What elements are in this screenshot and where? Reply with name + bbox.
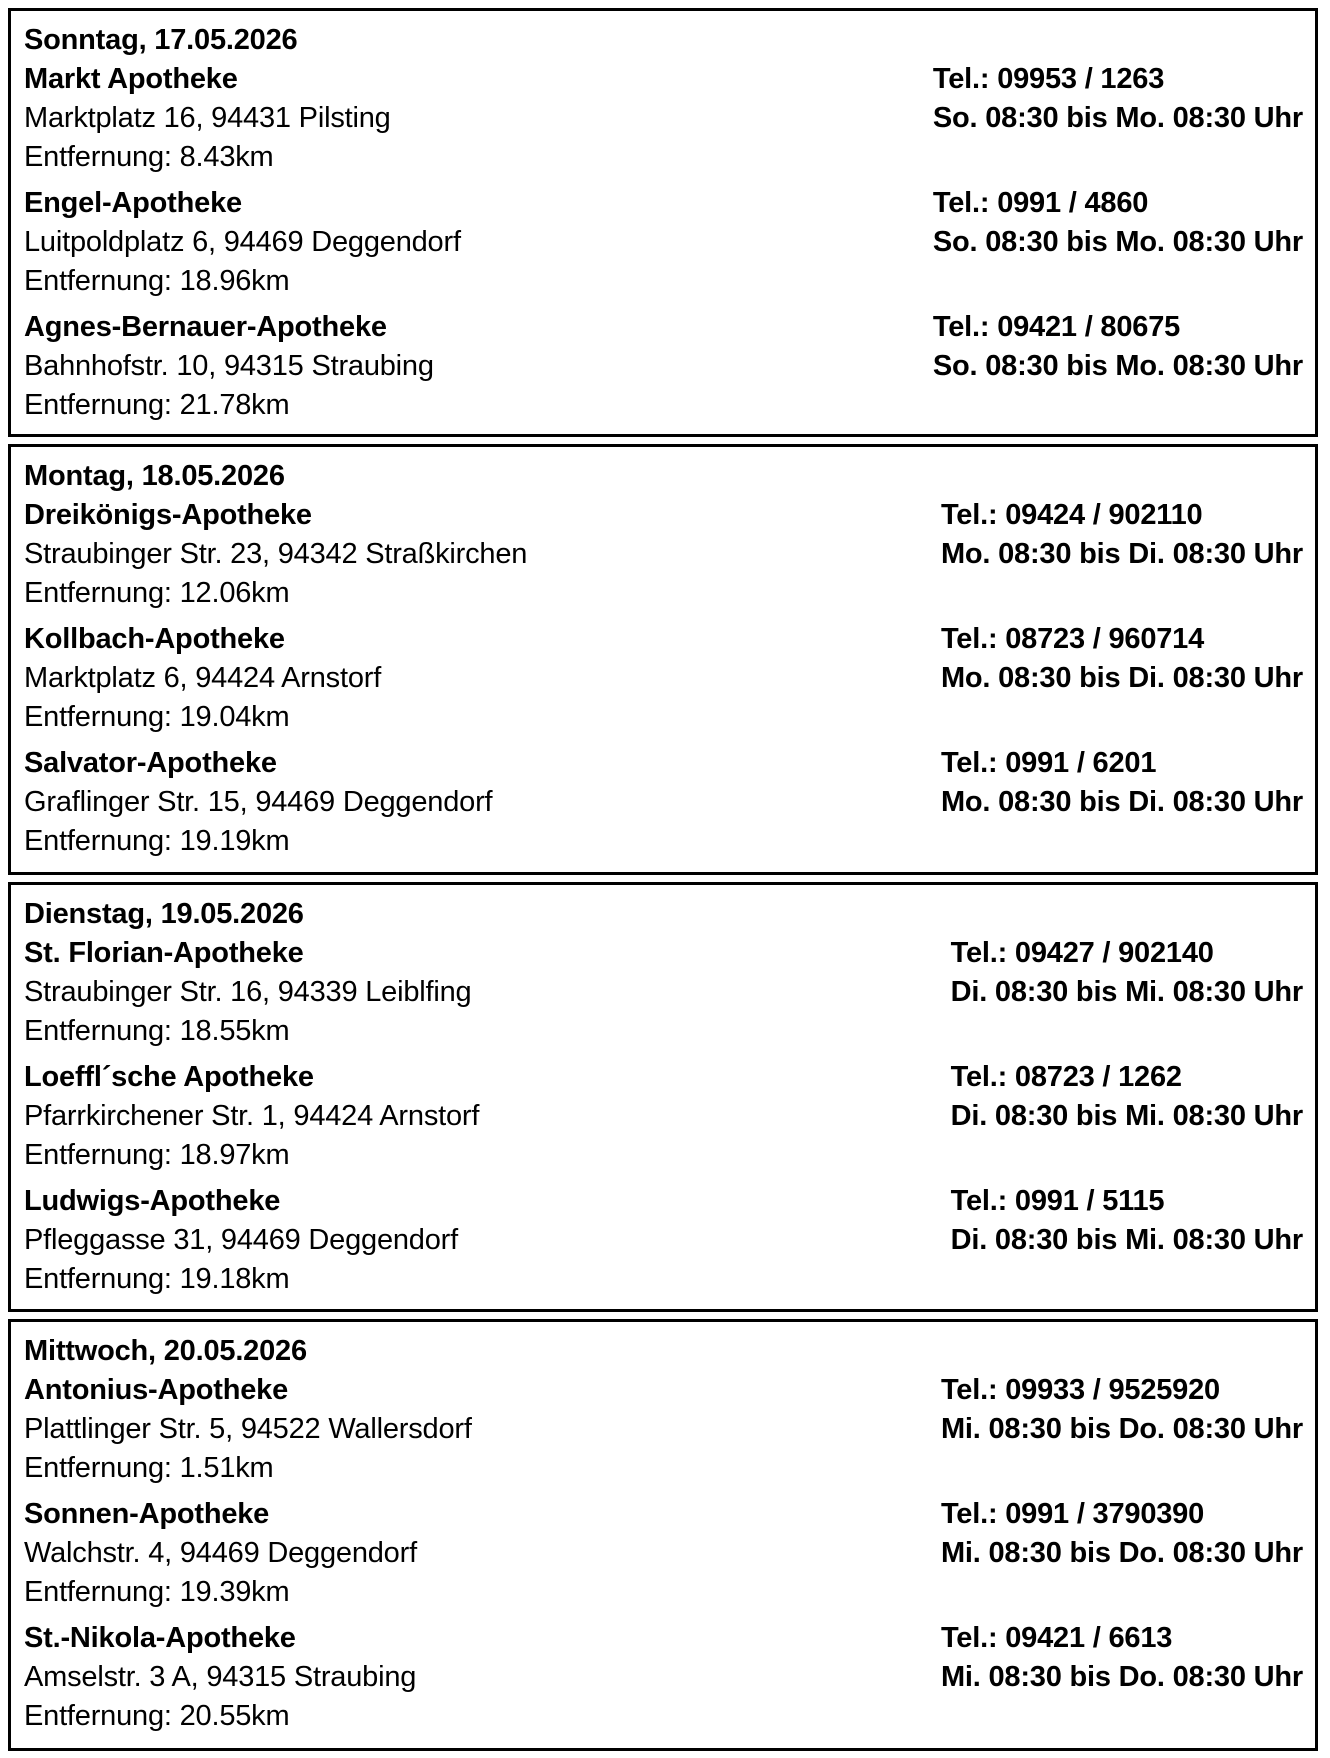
- pharmacy-entry: [24, 620, 1303, 744]
- pharmacy-entry: [24, 1182, 1303, 1306]
- pharmacy-hours: Mo. 08:30 bis Di. 08:30 Uhr: [940, 662, 1303, 694]
- pharmacy-phone: Tel.: 0991 / 5115: [950, 1185, 1165, 1217]
- pharmacy-address: Bahnhofstr. 10, 94315 Straubing: [24, 350, 434, 382]
- pharmacy-distance: Entfernung: 8.43km: [24, 141, 274, 173]
- pharmacy-phone: Tel.: 09421 / 80675: [932, 311, 1181, 343]
- pharmacy-address: Amselstr. 3 A, 94315 Straubing: [24, 1661, 417, 1693]
- pharmacy-address: Pfarrkirchener Str. 1, 94424 Arnstorf: [24, 1100, 480, 1132]
- day-title: Mittwoch, 20.05.2026: [24, 1335, 307, 1367]
- pharmacy-entry: [24, 184, 1303, 308]
- pharmacy-phone: Tel.: 09424 / 902110: [940, 499, 1203, 531]
- pharmacy-address: Plattlinger Str. 5, 94522 Wallersdorf: [24, 1413, 472, 1445]
- pharmacy-phone: Tel.: 0991 / 4860: [932, 187, 1149, 219]
- pharmacy-hours: Mo. 08:30 bis Di. 08:30 Uhr: [940, 538, 1303, 570]
- pharmacy-phone: Tel.: 08723 / 1262: [950, 1061, 1182, 1093]
- pharmacy-distance: Entfernung: 19.18km: [24, 1263, 290, 1295]
- pharmacy-name: St.-Nikola-Apotheke: [24, 1622, 296, 1654]
- day-title: Dienstag, 19.05.2026: [24, 898, 304, 930]
- pharmacy-name: Engel-Apotheke: [24, 187, 242, 219]
- pharmacy-hours: Di. 08:30 bis Mi. 08:30 Uhr: [950, 1224, 1303, 1256]
- pharmacy-distance: Entfernung: 18.96km: [24, 265, 290, 297]
- day-section-mittwoch: [8, 1319, 1318, 1751]
- pharmacy-name: St. Florian-Apotheke: [24, 937, 304, 969]
- pharmacy-name: Dreikönigs-Apotheke: [24, 499, 312, 531]
- pharmacy-distance: Entfernung: 19.19km: [24, 825, 290, 857]
- pharmacy-name: Kollbach-Apotheke: [24, 623, 285, 655]
- pharmacy-name: Loeffl´sche Apotheke: [24, 1061, 314, 1093]
- pharmacy-name: Markt Apotheke: [24, 63, 238, 95]
- pharmacy-hours: Mi. 08:30 bis Do. 08:30 Uhr: [940, 1661, 1303, 1693]
- pharmacy-phone: Tel.: 0991 / 6201: [940, 747, 1157, 779]
- day-title: Montag, 18.05.2026: [24, 460, 285, 492]
- pharmacy-hours: Mi. 08:30 bis Do. 08:30 Uhr: [940, 1537, 1303, 1569]
- day-section-dienstag: [8, 882, 1318, 1312]
- pharmacy-name: Antonius-Apotheke: [24, 1374, 289, 1406]
- pharmacy-hours: Di. 08:30 bis Mi. 08:30 Uhr: [950, 1100, 1303, 1132]
- pharmacy-entry: [24, 60, 1303, 184]
- pharmacy-phone: Tel.: 0991 / 3790390: [940, 1498, 1205, 1530]
- pharmacy-entry: [24, 744, 1303, 868]
- pharmacy-name: Agnes-Bernauer-Apotheke: [24, 311, 387, 343]
- pharmacy-distance: Entfernung: 12.06km: [24, 577, 290, 609]
- pharmacy-phone: Tel.: 09427 / 902140: [950, 937, 1214, 969]
- pharmacy-address: Pfleggasse 31, 94469 Deggendorf: [24, 1224, 458, 1256]
- pharmacy-name: Salvator-Apotheke: [24, 747, 277, 779]
- pharmacy-entry: [24, 1619, 1303, 1743]
- pharmacy-address: Marktplatz 16, 94431 Pilsting: [24, 102, 391, 134]
- pharmacy-address: Luitpoldplatz 6, 94469 Deggendorf: [24, 226, 461, 258]
- pharmacy-entry: [24, 496, 1303, 620]
- pharmacy-distance: Entfernung: 21.78km: [24, 389, 290, 421]
- pharmacy-phone: Tel.: 09421 / 6613: [940, 1622, 1173, 1654]
- pharmacy-address: Walchstr. 4, 94469 Deggendorf: [24, 1537, 417, 1569]
- pharmacy-address: Marktplatz 6, 94424 Arnstorf: [24, 662, 382, 694]
- pharmacy-distance: Entfernung: 20.55km: [24, 1700, 290, 1732]
- day-title: Sonntag, 17.05.2026: [24, 24, 298, 56]
- day-section-montag: [8, 444, 1318, 875]
- pharmacy-name: Ludwigs-Apotheke: [24, 1185, 281, 1217]
- pharmacy-entry: [24, 308, 1303, 432]
- pharmacy-name: Sonnen-Apotheke: [24, 1498, 270, 1530]
- pharmacy-hours: Mo. 08:30 bis Di. 08:30 Uhr: [940, 786, 1303, 818]
- pharmacy-address: Straubinger Str. 16, 94339 Leiblfing: [24, 976, 472, 1008]
- pharmacy-distance: Entfernung: 1.51km: [24, 1452, 274, 1484]
- pharmacy-distance: Entfernung: 18.97km: [24, 1139, 290, 1171]
- pharmacy-hours: Di. 08:30 bis Mi. 08:30 Uhr: [950, 976, 1303, 1008]
- pharmacy-address: Straubinger Str. 23, 94342 Straßkirchen: [24, 538, 528, 570]
- pharmacy-hours: So. 08:30 bis Mo. 08:30 Uhr: [932, 350, 1303, 382]
- pharmacy-phone: Tel.: 09933 / 9525920: [940, 1374, 1220, 1406]
- pharmacy-phone: Tel.: 09953 / 1263: [932, 63, 1165, 95]
- pharmacy-hours: Mi. 08:30 bis Do. 08:30 Uhr: [940, 1413, 1303, 1445]
- day-section-sonntag: [8, 8, 1318, 437]
- pharmacy-entry: [24, 1495, 1303, 1619]
- pharmacy-distance: Entfernung: 18.55km: [24, 1015, 290, 1047]
- pharmacy-entry: [24, 934, 1303, 1058]
- pharmacy-distance: Entfernung: 19.04km: [24, 701, 290, 733]
- pharmacy-distance: Entfernung: 19.39km: [24, 1576, 290, 1608]
- pharmacy-entry: [24, 1058, 1303, 1182]
- pharmacy-address: Graflinger Str. 15, 94469 Deggendorf: [24, 786, 493, 818]
- pharmacy-entry: [24, 1371, 1303, 1495]
- pharmacy-hours: So. 08:30 bis Mo. 08:30 Uhr: [932, 102, 1303, 134]
- pharmacy-phone: Tel.: 08723 / 960714: [940, 623, 1205, 655]
- pharmacy-hours: So. 08:30 bis Mo. 08:30 Uhr: [932, 226, 1303, 258]
